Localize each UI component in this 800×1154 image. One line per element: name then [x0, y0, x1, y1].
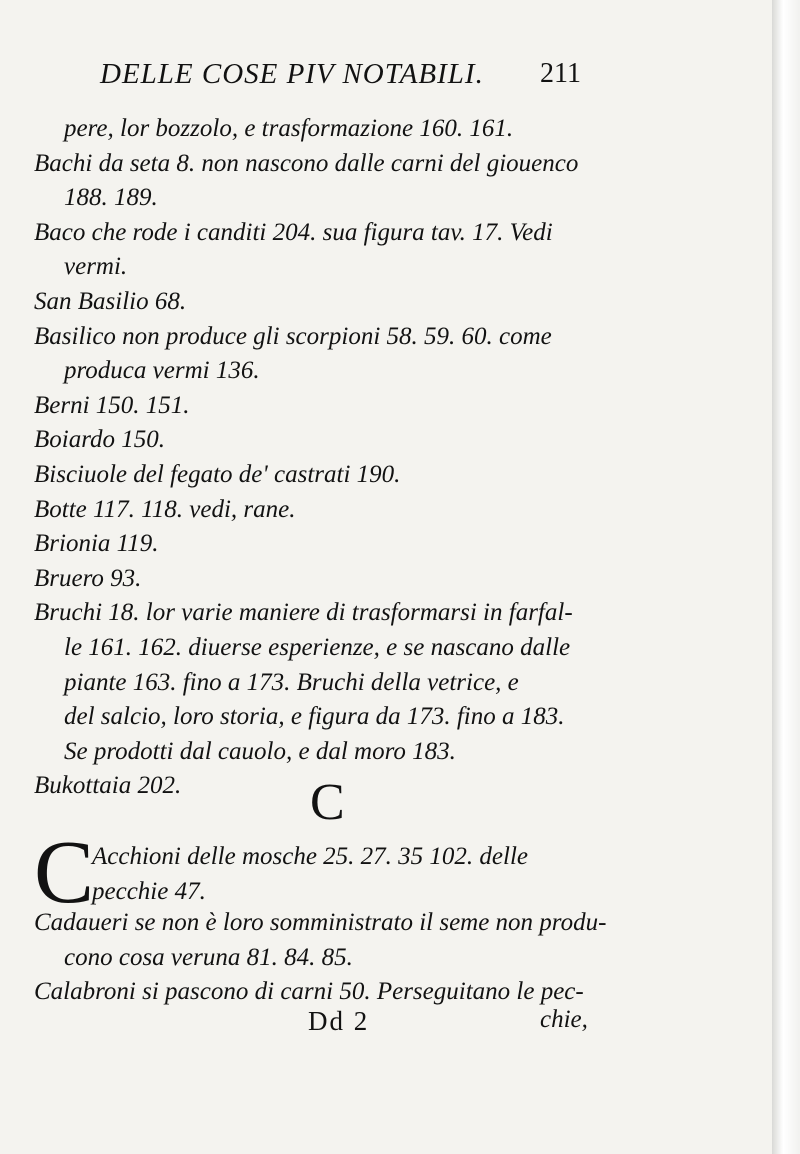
index-entry — [34, 423, 634, 458]
index-entries-b — [34, 112, 634, 804]
entry-line: Boiardo 150. — [34, 426, 166, 454]
index-entry — [34, 527, 634, 562]
index-entry — [34, 389, 634, 424]
entry-line: le 161. 162. diuerse esperienze, e se nascano dalle — [64, 633, 571, 661]
entry-line: Se prodotti dal cauolo, e dal moro 183. — [64, 737, 456, 765]
index-entry — [34, 216, 634, 285]
entry-line: Bruero 93. — [34, 564, 142, 592]
entry-line: produca vermi 136. — [64, 357, 260, 385]
running-title: DELLE COSE PIV NOTABILI. — [100, 58, 484, 90]
entry-line: cono cosa veruna 81. 84. 85. — [64, 943, 353, 971]
entry-line: San Basilio 68. — [34, 287, 187, 315]
section-heading — [0, 776, 660, 830]
entry-line: Bisciuole del fegato de' castrati 190. — [34, 460, 401, 488]
signature-mark: Dd 2 — [308, 1006, 370, 1036]
entry-line: Bukottaia 202. — [34, 772, 182, 800]
index-entry — [34, 975, 674, 1010]
index-entry — [34, 285, 634, 320]
entry-line: Brionia 119. — [34, 530, 159, 558]
entry-line: vermi. — [64, 253, 128, 281]
entry-line: 188. 189. — [64, 184, 158, 212]
index-entries-c — [34, 823, 674, 1010]
index-entry — [34, 458, 634, 493]
index-entry — [34, 112, 634, 147]
entry-line: Bachi da seta 8. non nascono dalle carni del giouenco — [34, 149, 579, 177]
catchword: chie, — [540, 1006, 588, 1033]
index-entry — [34, 320, 634, 389]
entry-line: Acchioni delle mosche 25. 27. 35 102. delle — [92, 843, 528, 870]
entry-line: del salcio, loro storia, e figura da 173. fino a 183. — [64, 703, 565, 731]
entry-line: Bruchi 18. lor varie maniere di trasformarsi in farfal- — [34, 599, 573, 627]
drop-cap: C — [34, 823, 95, 922]
index-entry — [34, 147, 634, 216]
page-edge — [772, 0, 800, 1154]
entry-line: pecchie 47. — [92, 877, 206, 905]
entry-line: Botte 117. 118. vedi, rane. — [34, 495, 296, 523]
entry-line: Cadaueri se non è loro somministrato il seme non produ- — [34, 909, 607, 936]
section-letter: C — [310, 774, 345, 831]
index-entry — [34, 562, 634, 597]
entry-line: piante 163. fino a 173. Bruchi della vetrice, e — [64, 668, 519, 696]
entry-line: Berni 150. 151. — [34, 391, 190, 419]
page-header — [100, 58, 600, 98]
entry-line: Basilico non produce gli scorpioni 58. 59. 60. come — [34, 322, 552, 350]
index-entry — [34, 596, 634, 769]
index-entry — [34, 823, 674, 922]
page-number: 211 — [540, 58, 581, 89]
entry-line: Baco che rode i canditi 204. sua figura tav. 17. Vedi — [34, 218, 553, 246]
entry-line: pere, lor bozzolo, e trasformazione 160. 161. — [64, 115, 514, 142]
index-entry — [34, 493, 634, 528]
drop-cap-entry-text — [92, 840, 528, 909]
entry-line: Calabroni si pascono di carni 50. Perseguitano le pec- — [34, 978, 584, 1006]
index-entry — [34, 906, 674, 975]
